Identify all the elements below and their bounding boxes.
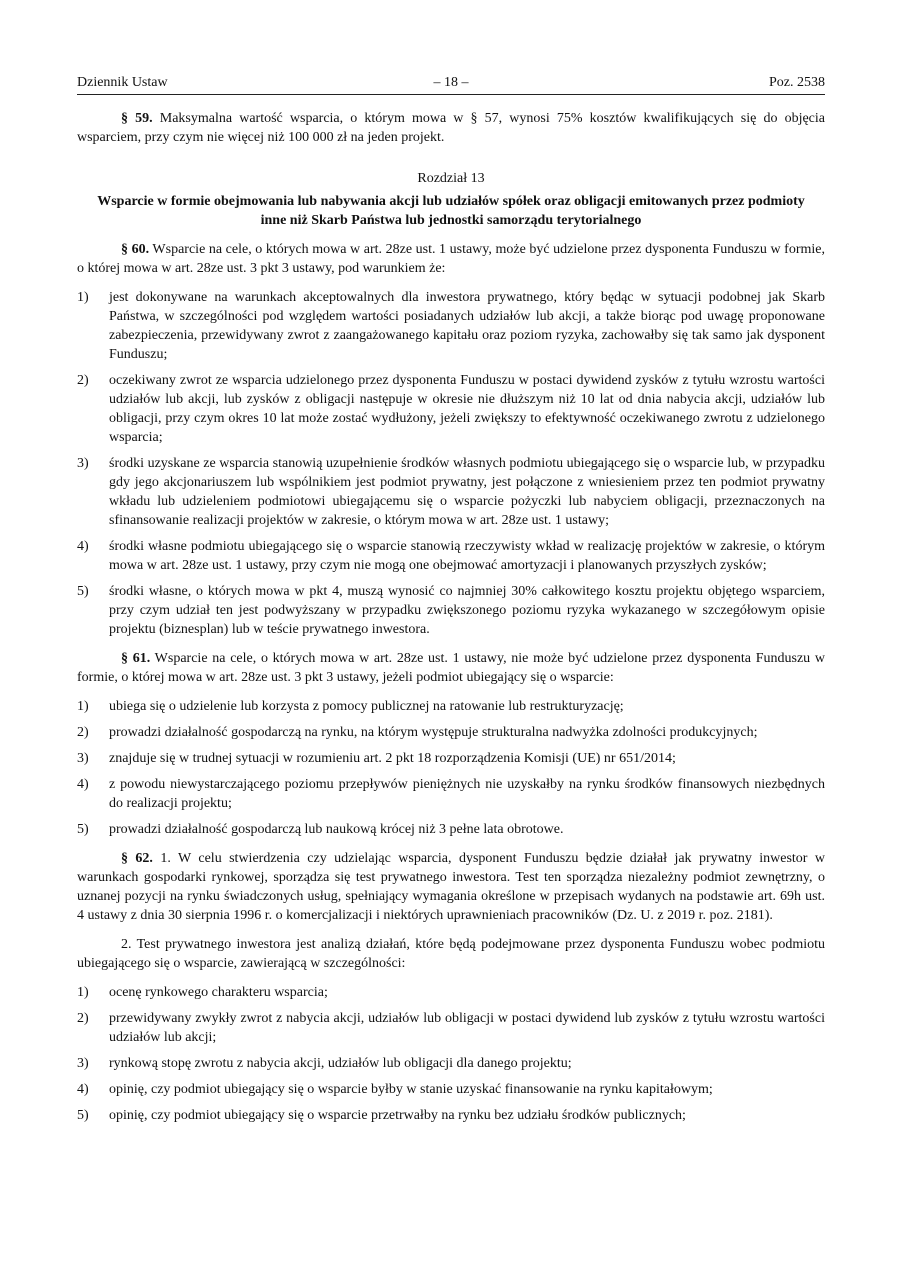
list-item-number: 3) <box>77 456 89 471</box>
section-61-list <box>77 697 825 839</box>
journal-name: Dziennik Ustaw <box>77 75 168 90</box>
list-item-number: 5) <box>77 1108 89 1123</box>
section-62-label: § 62. <box>121 851 153 866</box>
chapter-title: Wsparcie w formie obejmowania lub nabywania akcji lub udziałów spółek oraz obligacji emitowanych przez podmioty inne niż Skarb Państwa lub jednostki samorządu terytorialnego <box>97 194 805 228</box>
list-item <box>77 288 825 364</box>
section-62-list <box>77 983 825 1125</box>
section-62-paragraph-2: 2. Test prywatnego inwestora jest analizą działań, które będą podejmowane przez dysponenta Funduszu wobec podmiotu ubiegającego się o wsparcie, zawierającą w szczególności: <box>77 937 825 971</box>
list-item <box>77 371 825 447</box>
list-item-text: oczekiwany zwrot ze wsparcia udzielonego przez dysponenta Funduszu w postaci dywidend zysków z tytułu wzrostu wartości udziałów lub akcji, lub zysków z obligacji następuje w okresie nie dłuższym niż 10 lat od dnia nabycia akcji, udziałów lub obligacji, przy czym okres 10 lat może zostać wydłużony, jeżeli zwiększy to efektywność oczekiwanego zwrotu z udzielonego wsparcia; <box>109 373 825 445</box>
list-item-text: znajduje się w trudnej sytuacji w rozumieniu art. 2 pkt 18 rozporządzenia Komisji (UE) nr 651/2014; <box>109 751 676 766</box>
list-item-number: 1) <box>77 290 89 305</box>
page-header <box>77 74 825 95</box>
list-item-text: jest dokonywane na warunkach akceptowalnych dla inwestora prywatnego, który będąc w sytuacji podobnej jak Skarb Państwa, w szczególności pod względem wartości posiadanych udziałów lub akcji, a także biorąc pod uwagę proponowane zabezpieczenia, przewidywany zwrot z zaangażowanego kapitału oraz poziom ryzyka, zachowałby się tak samo jak dysponent Funduszu; <box>109 290 825 362</box>
list-item-number: 5) <box>77 822 89 837</box>
section-62-text-1: 1. W celu stwierdzenia czy udzielając wsparcia, dysponent Funduszu będzie działał jak prywatny inwestor w warunkach gospodarki rynkowej, sporządza się test prywatnego inwestora. Test ten sporządza niezależny podmiot zewnętrzny, o uznanej pozycji na rynku świadczonych usług, spełniający wymagania określone w przepisach wydanych na podstawie art. 69h ust. 4 ustawy z dnia 30 sierpnia 1996 r. o komercjalizacji i niektórych uprawnieniach pracowników (Dz. U. z 2019 r. poz. 2181). <box>77 851 825 923</box>
list-item <box>77 749 825 768</box>
list-item-number: 2) <box>77 373 89 388</box>
section-61 <box>77 649 825 687</box>
section-61-label: § 61. <box>121 651 151 666</box>
section-59-label: § 59. <box>121 111 153 126</box>
list-item <box>77 1009 825 1047</box>
list-item-number: 3) <box>77 751 89 766</box>
list-item-text: środki własne podmiotu ubiegającego się o wsparcie stanowią rzeczywisty wkład w realizację projektów w zakresie, o którym mowa w art. 28ze ust. 1 ustawy, przy czym nie mogą one obejmować amortyzacji i planowanych przyszłych zysków; <box>109 539 825 573</box>
section-59-text: Maksymalna wartość wsparcia, o którym mowa w § 57, wynosi 75% kosztów kwalifikujących się do objęcia wsparciem, przy czym nie więcej niż 100 000 zł na jeden projekt. <box>77 111 826 145</box>
document-body <box>77 109 825 1135</box>
list-item <box>77 697 825 716</box>
list-item-number: 4) <box>77 539 89 554</box>
list-item <box>77 1080 825 1099</box>
list-item-number: 1) <box>77 699 89 714</box>
list-item-text: środki własne, o których mowa w pkt 4, muszą wynosić co najmniej 30% całkowitego kosztu projektu objętego wsparciem, przy czym udział ten jest podwyższany w przypadku zwiększonego poziomu ryzyka wykazanego w szczegółowym opisie projektu (biznesplan) lub w teście prywatnego inwestora. <box>109 584 825 637</box>
list-item-text: prowadzi działalność gospodarczą lub naukową krócej niż 3 pełne lata obrotowe. <box>109 822 564 837</box>
list-item <box>77 582 825 639</box>
list-item-number: 2) <box>77 725 89 740</box>
list-item <box>77 1106 825 1125</box>
list-item <box>77 820 825 839</box>
list-item-number: 2) <box>77 1011 89 1026</box>
section-62-paragraph-1 <box>77 849 825 925</box>
list-item <box>77 723 825 742</box>
section-60-text: Wsparcie na cele, o których mowa w art. 28ze ust. 1 ustawy, może być udzielone przez dysponenta Funduszu w formie, o której mowa w art. 28ze ust. 3 pkt 3 ustawy, pod warunkiem że: <box>77 242 825 276</box>
list-item <box>77 537 825 575</box>
list-item-text: ubiega się o udzielenie lub korzysta z pomocy publicznej na ratowanie lub restrukturyzację; <box>109 699 624 714</box>
list-item-number: 5) <box>77 584 89 599</box>
list-item <box>77 775 825 813</box>
list-item <box>77 1054 825 1073</box>
list-item-text: przewidywany zwykły zwrot z nabycia akcji, udziałów lub obligacji w postaci dywidend lub zysków z tytułu wzrostu wartości udziałów lub akcji; <box>109 1011 825 1045</box>
list-item-text: ocenę rynkowego charakteru wsparcia; <box>109 985 328 1000</box>
list-item-text: rynkową stopę zwrotu z nabycia akcji, udziałów lub obligacji dla danego projektu; <box>109 1056 572 1071</box>
list-item-text: prowadzi działalność gospodarczą na rynku, na którym występuje strukturalna nadwyżka zdolności produkcyjnych; <box>109 725 758 740</box>
list-item-text: opinię, czy podmiot ubiegający się o wsparcie przetrwałby na rynku bez udziału środków publicznych; <box>109 1108 686 1123</box>
list-item-text: z powodu niewystarczającego poziomu przepływów pieniężnych nie uzyskałby na rynku środków finansowych niezbędnych do realizacji projektu; <box>109 777 825 811</box>
list-item-number: 4) <box>77 777 89 792</box>
section-59 <box>77 109 825 147</box>
list-item-text: opinię, czy podmiot ubiegający się o wsparcie byłby w stanie uzyskać finansowanie na rynku kapitałowym; <box>109 1082 713 1097</box>
section-60-label: § 60. <box>121 242 150 257</box>
list-item-number: 1) <box>77 985 89 1000</box>
page-number: – 18 – <box>433 75 469 90</box>
list-item <box>77 983 825 1002</box>
section-60 <box>77 240 825 278</box>
list-item-text: środki uzyskane ze wsparcia stanowią uzupełnienie środków własnych podmiotu ubiegającego się o wsparcie lub, w przypadku gdy jego akcjonariuszem lub wspólnikiem jest podmiot prywatny, jest połączone z wniesieniem przez ten podmiot prywatny wkładu lub udzieleniem podmiotowi ubiegającemu się o wsparcie pożyczki lub nabyciem obligacji, przeznaczonych na sfinansowanie realizacji projektów w zakresie, o którym mowa w art. 28ze ust. 1 ustawy; <box>109 456 825 528</box>
section-60-list <box>77 288 825 639</box>
chapter-number: Rozdział 13 <box>417 171 485 186</box>
list-item-number: 4) <box>77 1082 89 1097</box>
section-61-text: Wsparcie na cele, o których mowa w art. 28ze ust. 1 ustawy, nie może być udzielone przez dysponenta Funduszu w formie, o której mowa w art. 28ze ust. 3 pkt 3 ustawy, jeżeli podmiot ubiegający się o wsparcie: <box>77 651 825 685</box>
list-item-number: 3) <box>77 1056 89 1071</box>
position-number: Poz. 2538 <box>769 75 825 90</box>
list-item <box>77 454 825 530</box>
